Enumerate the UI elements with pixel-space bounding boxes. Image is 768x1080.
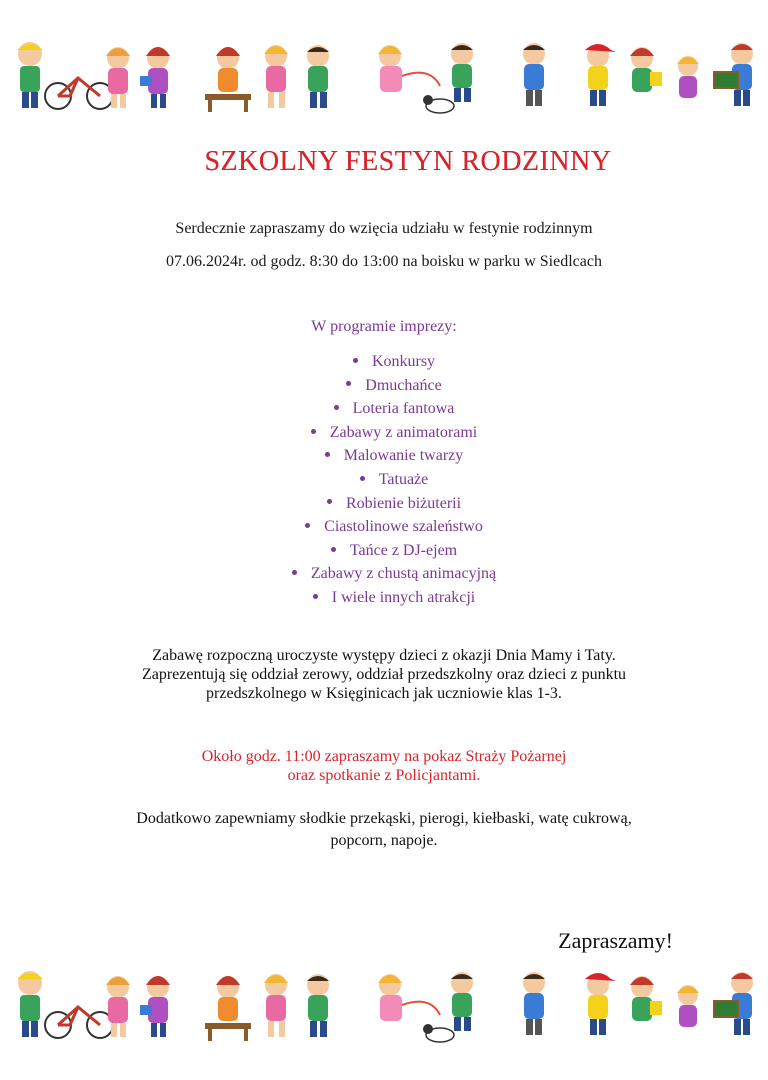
performance-line: Zabawę rozpoczną uroczyste występy dzieci z okazji Dnia Mamy i Taty. <box>152 647 616 664</box>
intro-invitation: Serdecznie zapraszamy do wzięcia udziału w festynie rodzinnym <box>175 220 593 237</box>
list-item: I wiele innych atrakcji <box>0 586 768 610</box>
intro-date-location: 07.06.2024r. od godz. 8:30 do 13:00 na boisku w parku w Siedlcach <box>166 253 602 270</box>
list-item: Malowanie twarzy <box>0 444 768 468</box>
performance-paragraph <box>0 646 768 703</box>
bullet-icon <box>311 429 316 434</box>
fire-brigade-paragraph <box>0 747 768 785</box>
program-heading: W programie imprezy: <box>311 318 457 335</box>
list-item: Zabawy z chustą animacyjną <box>0 562 768 586</box>
food-paragraph <box>0 808 768 852</box>
bullet-icon <box>292 570 297 575</box>
fire-brigade-line: Około godz. 11:00 zapraszamy na pokaz Straży Pożarnej <box>201 748 567 765</box>
children-illustration-icon <box>17 971 753 1042</box>
bullet-icon <box>325 452 330 457</box>
list-item: Zabawy z animatorami <box>0 421 768 445</box>
food-line: Dodatkowo zapewniamy słodkie przekąski, pierogi, kiełbaski, watę cukrową, <box>136 810 632 827</box>
list-item: Dmuchańce <box>0 374 768 398</box>
fire-brigade-line: oraz spotkanie z Policjantami. <box>287 767 481 784</box>
bullet-icon <box>313 594 318 599</box>
closing-invitation: Zapraszamy! <box>558 928 673 953</box>
children-illustration-icon <box>17 42 753 113</box>
children-banner-top <box>0 36 768 116</box>
bullet-icon <box>360 476 365 481</box>
bullet-icon <box>305 523 310 528</box>
page-title: SZKOLNY FESTYN RODZINNY <box>204 146 612 177</box>
bullet-icon <box>353 358 358 363</box>
list-item: Tatuaże <box>0 468 768 492</box>
performance-line: przedszkolnego w Księginicach jak uczniowie klas 1-3. <box>206 685 562 702</box>
food-line: popcorn, napoje. <box>330 832 438 849</box>
performance-line: Zaprezentują się oddział zerowy, oddział przedszkolny oraz dzieci z punktu <box>141 666 627 683</box>
bullet-icon <box>346 381 351 386</box>
list-item: Loteria fantowa <box>0 397 768 421</box>
bullet-icon <box>331 547 336 552</box>
list-item: Ciastolinowe szaleństwo <box>0 515 768 539</box>
bullet-icon <box>334 405 339 410</box>
children-banner-bottom <box>0 965 768 1045</box>
bullet-icon <box>327 499 332 504</box>
list-item: Konkursy <box>0 350 768 374</box>
list-item: Robienie biżuterii <box>0 492 768 516</box>
program-list <box>0 350 768 610</box>
list-item: Tańce z DJ-ejem <box>0 539 768 563</box>
